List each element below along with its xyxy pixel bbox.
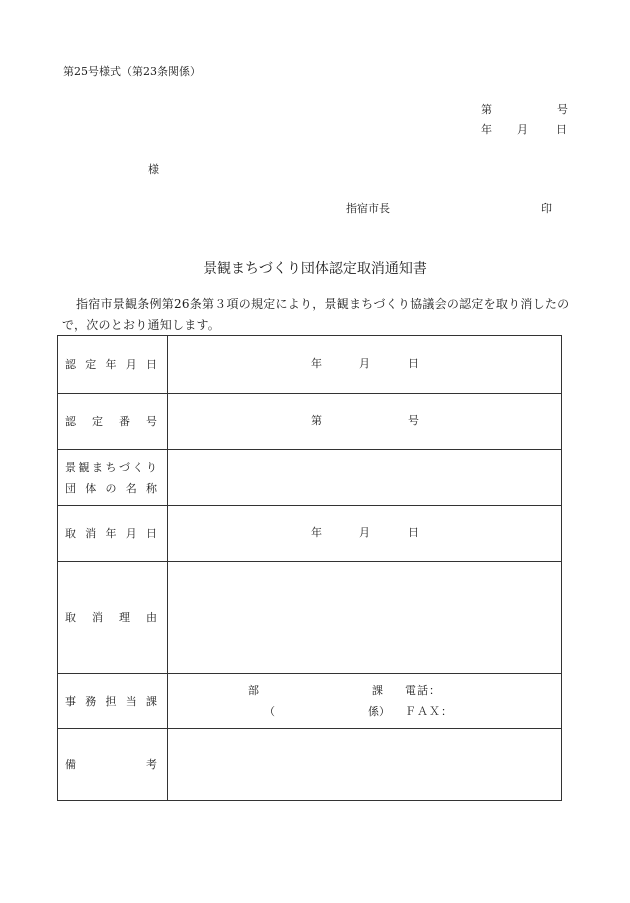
responsible-section-label-text: 事 務 担 当 課	[65, 694, 157, 708]
form-number: 第25号様式（第23条関係）	[63, 65, 201, 78]
revocation-date-label	[65, 506, 157, 561]
table-row-certification-number	[58, 393, 561, 449]
responsible-section-label	[65, 674, 157, 728]
doc-number-suffix: 号	[557, 103, 568, 116]
group-name-label	[65, 450, 157, 505]
issue-date-month: 月	[517, 123, 528, 136]
table-row-group-name	[58, 449, 561, 505]
unit-suffix: 係）	[368, 705, 390, 718]
table-row-revocation-reason	[58, 561, 561, 673]
certification-date-month: 月	[359, 357, 370, 370]
table-row-remarks	[58, 728, 561, 800]
certification-number-label-text: 認 定 番 号	[65, 415, 157, 428]
remarks-label	[65, 729, 157, 800]
certification-number-label	[65, 394, 157, 449]
remarks-label-text: 備 考	[65, 758, 157, 771]
revocation-date-day: 日	[408, 526, 419, 539]
table-row-certification-date	[58, 336, 561, 393]
certification-number-prefix: 第	[311, 414, 322, 427]
addressee-honorific: 様	[148, 163, 159, 176]
revocation-date-month: 月	[359, 526, 370, 539]
table-row-revocation-date	[58, 505, 561, 561]
certification-date-day: 日	[408, 357, 419, 370]
body-text-line-2: で，次のとおり通知します。	[62, 318, 221, 332]
revocation-date-label-text: 取 消 年 月 日	[65, 527, 157, 540]
certification-number-suffix: 号	[408, 414, 419, 427]
table-row-responsible-section	[58, 673, 561, 728]
revocation-reason-label	[65, 562, 157, 673]
sender-name: 指宿市長	[346, 202, 390, 215]
certification-date-year: 年	[311, 357, 322, 370]
issue-date-day: 日	[556, 123, 567, 136]
body-text-line-1: 指宿市景観条例第26条第３項の規定により，景観まちづくり協議会の認定を取り消したの	[76, 297, 570, 311]
revocation-reason-label-text: 取 消 理 由	[65, 611, 157, 624]
phone-label: 電話：	[405, 684, 441, 697]
group-name-label-line-2: 団 体 の 名 称	[65, 481, 157, 495]
group-name-label-line-1: 景観まちづくり	[65, 460, 157, 474]
department-suffix: 部	[248, 684, 259, 697]
seal-mark: 印	[541, 202, 552, 215]
notice-table	[57, 335, 562, 801]
section-suffix: 課	[372, 684, 383, 697]
doc-number-prefix: 第	[481, 103, 492, 116]
issue-date-year: 年	[481, 123, 492, 136]
certification-date-label-text: 認 定 年 月 日	[65, 358, 157, 371]
certification-date-label	[65, 336, 157, 393]
revocation-date-year: 年	[311, 526, 322, 539]
fax-label: ＦＡＸ：	[405, 705, 453, 718]
document-title: 景観まちづくり団体認定取消通知書	[203, 261, 427, 277]
unit-open-paren: （	[264, 705, 275, 718]
